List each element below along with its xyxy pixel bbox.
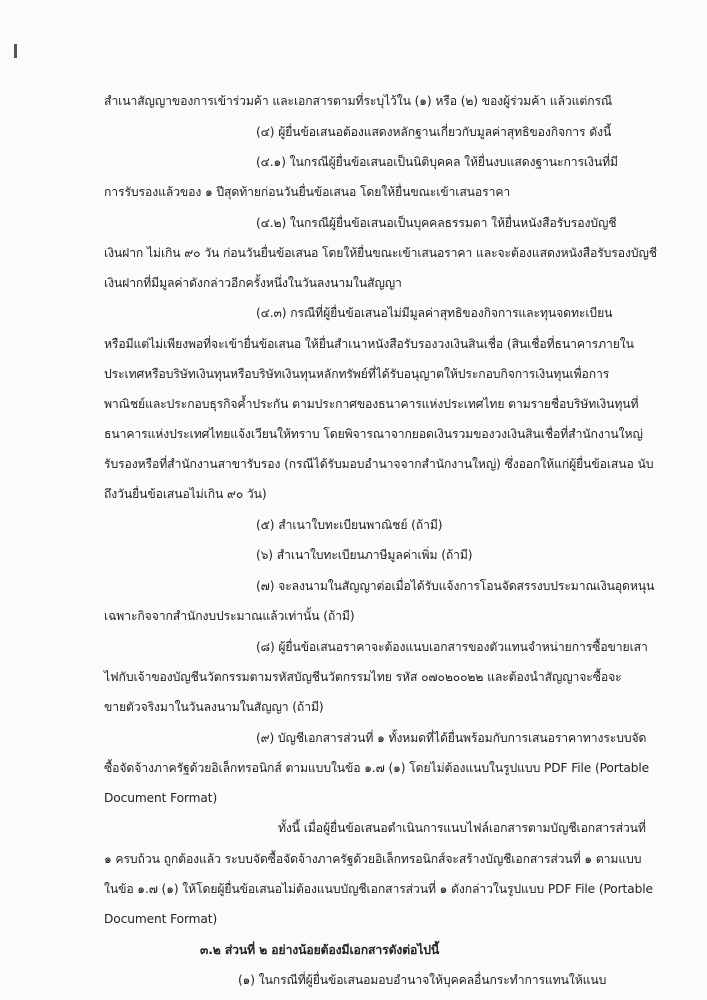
text-line: ทั้งนี้ เมื่อผู้ยื่นข้อเสนอดำเนินการแนบไฟล์เอกสารตามบัญชีเอกสารส่วนที่ [278, 821, 646, 835]
text-line: (๙) บัญชีเอกสารส่วนที่ ๑ ทั้งหมดที่ได้ยื่นพร้อมกับการเสนอราคาทางระบบจัด [256, 731, 647, 745]
text-line: หรือมีแต่ไม่เพียงพอที่จะเข้ายื่นข้อเสนอ ให้ยื่นสำเนาหนังสือรับรองวงเงินสินเชื่อ (สินเชื่อที่ธนาคารภายใน [104, 337, 634, 351]
text-line: ถึงวันยื่นข้อเสนอไม่เกิน ๙๐ วัน) [104, 487, 267, 501]
text-line: รับรองหรือที่สำนักงานสาขารับรอง (กรณีได้รับมอบอำนาจจากสำนักงานใหญ่) ซึ่งออกให้แก่ผู้ยื่นข้อเสนอ นับ [104, 457, 654, 471]
text-line: ประเทศหรือบริษัทเงินทุนหรือบริษัทเงินทุนหลักทรัพย์ที่ได้รับอนุญาตให้ประกอบกิจการเงินทุนเพื่อการ [104, 367, 610, 381]
text-line: ไฟกับเจ้าของบัญชีนวัตกรรมตามรหัสบัญชีนวัตกรรมไทย รหัส ๐๗๐๒๐๐๒๒ และต้องนำสัญญาจะซื้อจะ [104, 670, 622, 684]
text-line: (๔) ผู้ยื่นข้อเสนอต้องแสดงหลักฐานเกี่ยวกับมูลค่าสุทธิของกิจการ ดังนี้ [256, 125, 612, 139]
text-line: Document Format) [104, 791, 218, 805]
text-line: เงินฝาก ไม่เกิน ๙๐ วัน ก่อนวันยื่นข้อเสนอ โดยให้ยื่นขณะเข้าเสนอราคา และจะต้องแสดงหนังสือรับรองบัญชี [104, 246, 657, 260]
text-line: สำเนาสัญญาของการเข้าร่วมค้า และเอกสารตามที่ระบุไว้ใน (๑) หรือ (๒) ของผู้ร่วมค้า แล้วแต่กรณี [104, 94, 613, 108]
text-line: การรับรองแล้วของ ๑ ปีสุดท้ายก่อนวันยื่นข้อเสนอ โดยให้ยื่นขณะเข้าเสนอราคา [104, 185, 511, 199]
scan-mark [14, 44, 17, 58]
text-line: เฉพาะกิจจากสำนักงบประมาณแล้วเท่านั้น (ถ้ามี) [104, 609, 355, 623]
text-line: (๘) ผู้ยื่นข้อเสนอราคาจะต้องแนบเอกสารของตัวแทนจำหน่ายการซื้อขายเสา [256, 640, 648, 654]
text-line: ซื้อจัดจ้างภาครัฐด้วยอิเล็กทรอนิกส์ ตามแบบในข้อ ๑.๗ (๑) โดยไม่ต้องแนบในรูปแบบ PDF File (Portable [104, 761, 650, 775]
text-line: (๔.๒) ในกรณีผู้ยื่นข้อเสนอเป็นบุคคลธรรมดา ให้ยื่นหนังสือรับรองบัญชี [256, 216, 617, 230]
text-line: พาณิชย์และประกอบธุรกิจค้ำประกัน ตามประกาศของธนาคารแห่งประเทศไทย ตามรายชื่อบริษัทเงินทุนที่ [104, 397, 639, 411]
text-line: Document Format) [104, 912, 218, 926]
text-line: ขายตัวจริงมาในวันลงนามในสัญญา (ถ้ามี) [104, 700, 324, 714]
text-line: (๕) สำเนาใบทะเบียนพาณิชย์ (ถ้ามี) [256, 518, 443, 532]
text-line: (๔.๑) ในกรณีผู้ยื่นข้อเสนอเป็นนิติบุคคล ให้ยื่นงบแสดงฐานะการเงินที่มี [256, 155, 618, 169]
text-line: ๑ ครบถ้วน ถูกต้องแล้ว ระบบจัดซื้อจัดจ้างภาครัฐด้วยอิเล็กทรอนิกส์จะสร้างบัญชีเอกสารส่วนที่ ๑ ตามแบบ [104, 852, 642, 866]
text-line: (๖) สำเนาใบทะเบียนภาษีมูลค่าเพิ่ม (ถ้ามี) [256, 548, 473, 562]
section-heading: ๓.๒ ส่วนที่ ๒ อย่างน้อยต้องมีเอกสารดังต่อไปนี้ [200, 943, 440, 957]
text-line: เงินฝากที่มีมูลค่าดังกล่าวอีกครั้งหนึ่งในวันลงนามในสัญญา [104, 276, 402, 290]
text-line: (๑) ในกรณีที่ผู้ยื่นข้อเสนอมอบอำนาจให้บุคคลอื่นกระทำการแทนให้แนบ [238, 973, 607, 987]
text-line: (๔.๓) กรณีที่ผู้ยื่นข้อเสนอไม่มีมูลค่าสุทธิของกิจการและทุนจดทะเบียน [256, 306, 613, 320]
text-line: ในข้อ ๑.๗ (๑) ให้โดยผู้ยื่นข้อเสนอไม่ต้องแนบบัญชีเอกสารส่วนที่ ๑ ดังกล่าวในรูปแบบ PDF File (Portable [104, 882, 653, 896]
text-line: ธนาคารแห่งประเทศไทยแจ้งเวียนให้ทราบ โดยพิจารณาจากยอดเงินรวมของวงเงินสินเชื่อที่สำนักงานใหญ่ [104, 427, 643, 441]
text-line: (๗) จะลงนามในสัญญาต่อเมื่อได้รับแจ้งการโอนจัดสรรงบประมาณเงินอุดหนุน [256, 579, 655, 593]
